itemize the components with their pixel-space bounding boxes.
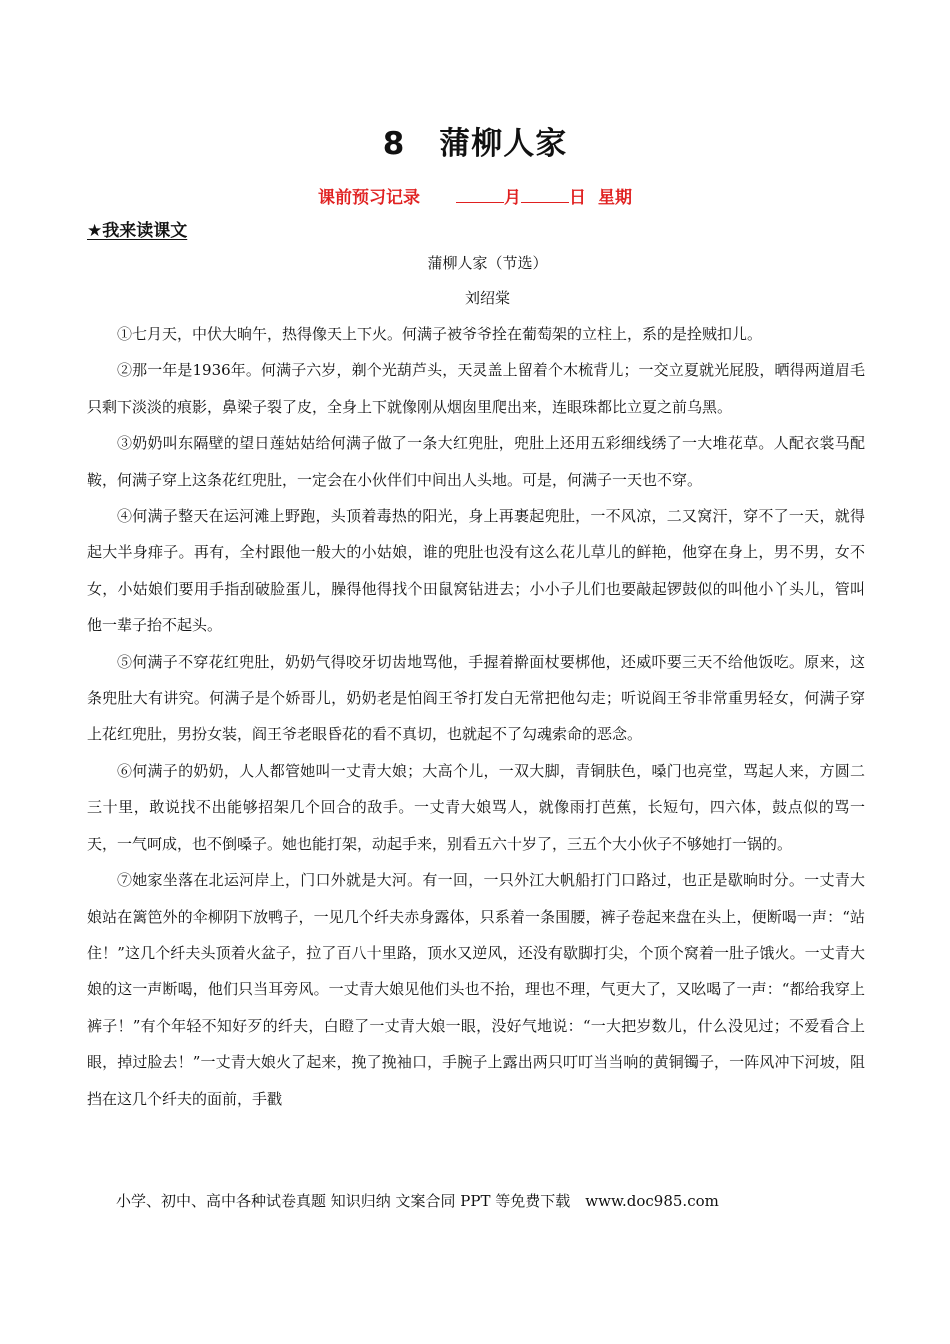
lesson-title <box>0 118 950 163</box>
paragraph-5: ⑤何满子不穿花红兜肚，奶奶气得咬牙切齿地骂他，手握着擀面杖要梆他，还威吓要三天不给他饭吃。原来，这条兜肚大有讲究。何满子是个娇哥儿，奶奶老是怕阎王爷打发白无常把他勾走；听说阎王爷非常重男轻女，何满子穿上花红兜肚，男扮女装，阎王爷老眼昏花的看不真切，也就起不了勾魂索命的恶念。 <box>87 652 865 744</box>
paragraph-7: ⑦她家坐落在北运河岸上，门口外就是大河。有一回，一只外江大帆船打门口路过，也正是歇晌时分。一丈青大娘站在篱笆外的伞柳阴下放鸭子，一见几个纤夫赤身露体，只系着一条围腰，裤子卷起来盘在头上，便断喝一声：“站住！”这几个纤夫头顶着火盆子，拉了百八十里路，顶水又逆风，还没有歇脚打尖，个顶个窝着一肚子饿火。一丈青大娘的这一声断喝，他们只当耳旁风。一丈青大娘见他们头也不抬，理也不理，气更大了，又吆喝了一声：“都给我穿上裤子！”有个年轻不知好歹的纤夫，白瞪了一丈青大娘一眼，没好气地说：“一大把岁数儿，什么没见过；不爱看合上眼，掉过脸去！”一丈青大娘火了起来，挽了挽袖口，手腕子上露出两只叮叮当当响的黄铜镯子，一阵风冲下河坡，阻挡在这几个纤夫的面前，手戳 <box>87 871 865 1108</box>
paragraph-2: ②那一年是1936年。何满子六岁，剃个光葫芦头，天灵盖上留着个木梳背儿；一交立夏就光屁股，晒得两道眉毛只剩下淡淡的痕影，鼻梁子裂了皮，全身上下就像刚从烟囱里爬出来，连眼珠都比立夏之前乌黑。 <box>87 361 865 416</box>
paragraph-4: ④何满子整天在运河滩上野跑，头顶着毒热的阳光，身上再裹起兜肚，一不风凉，二又窝汗，穿不了一天，就得起大半身痱子。再有，全村跟他一般大的小姑娘，谁的兜肚也没有这么花儿草儿的鲜艳，他穿在身上，男不男，女不女，小姑娘们要用手指刮破脸蛋儿，臊得他得找个田鼠窝钻进去；小小子儿们也要敲起锣鼓似的叫他小丫头儿，管叫他一辈子抬不起头。 <box>87 507 865 635</box>
passage-title: 蒲柳人家（节选） <box>427 254 548 272</box>
month-blank <box>456 186 504 203</box>
day-label: 日 <box>569 188 586 208</box>
passage-author: 刘绍棠 <box>464 289 510 307</box>
paragraph-1: ①七月天，中伏大晌午，热得像天上下火。何满子被爷爷拴在葡萄架的立柱上，系的是拴贼扣儿。 <box>117 325 763 343</box>
section-heading: ★我来读课文 <box>87 221 188 241</box>
preview-label: 课前预习记录 <box>318 188 420 208</box>
lesson-number: 8 <box>382 126 406 162</box>
weekday-label: 星期 <box>598 188 632 208</box>
footer-watermark: 小学、初中、高中各种试卷真题 知识归纳 文案合同 PPT 等免费下载 www.doc985.com <box>116 1192 719 1210</box>
day-blank <box>521 186 569 203</box>
paragraph-6: ⑥何满子的奶奶，人人都管她叫一丈青大娘；大高个儿，一双大脚，青铜肤色，嗓门也亮堂，骂起人来，方圆二三十里，敢说找不出能够招架几个回合的敌手。一丈青大娘骂人，就像雨打芭蕉，长短句，四六体，鼓点似的骂一天，一气呵成，也不倒嗓子。她也能打架，动起手来，别看五六十岁了，三五个大小伙子不够她打一锅的。 <box>87 761 865 853</box>
lesson-title-text: 蒲柳人家 <box>439 126 568 162</box>
preview-record-line <box>0 183 950 208</box>
month-label: 月 <box>504 188 521 208</box>
paragraph-3: ③奶奶叫东隔壁的望日莲姑姑给何满子做了一条大红兜肚，兜肚上还用五彩细线绣了一大堆花草。人配衣裳马配鞍，何满子穿上这条花红兜肚，一定会在小伙伴们中间出人头地。可是，何满子一天也不穿。 <box>87 434 865 489</box>
passage-body <box>87 316 865 1117</box>
